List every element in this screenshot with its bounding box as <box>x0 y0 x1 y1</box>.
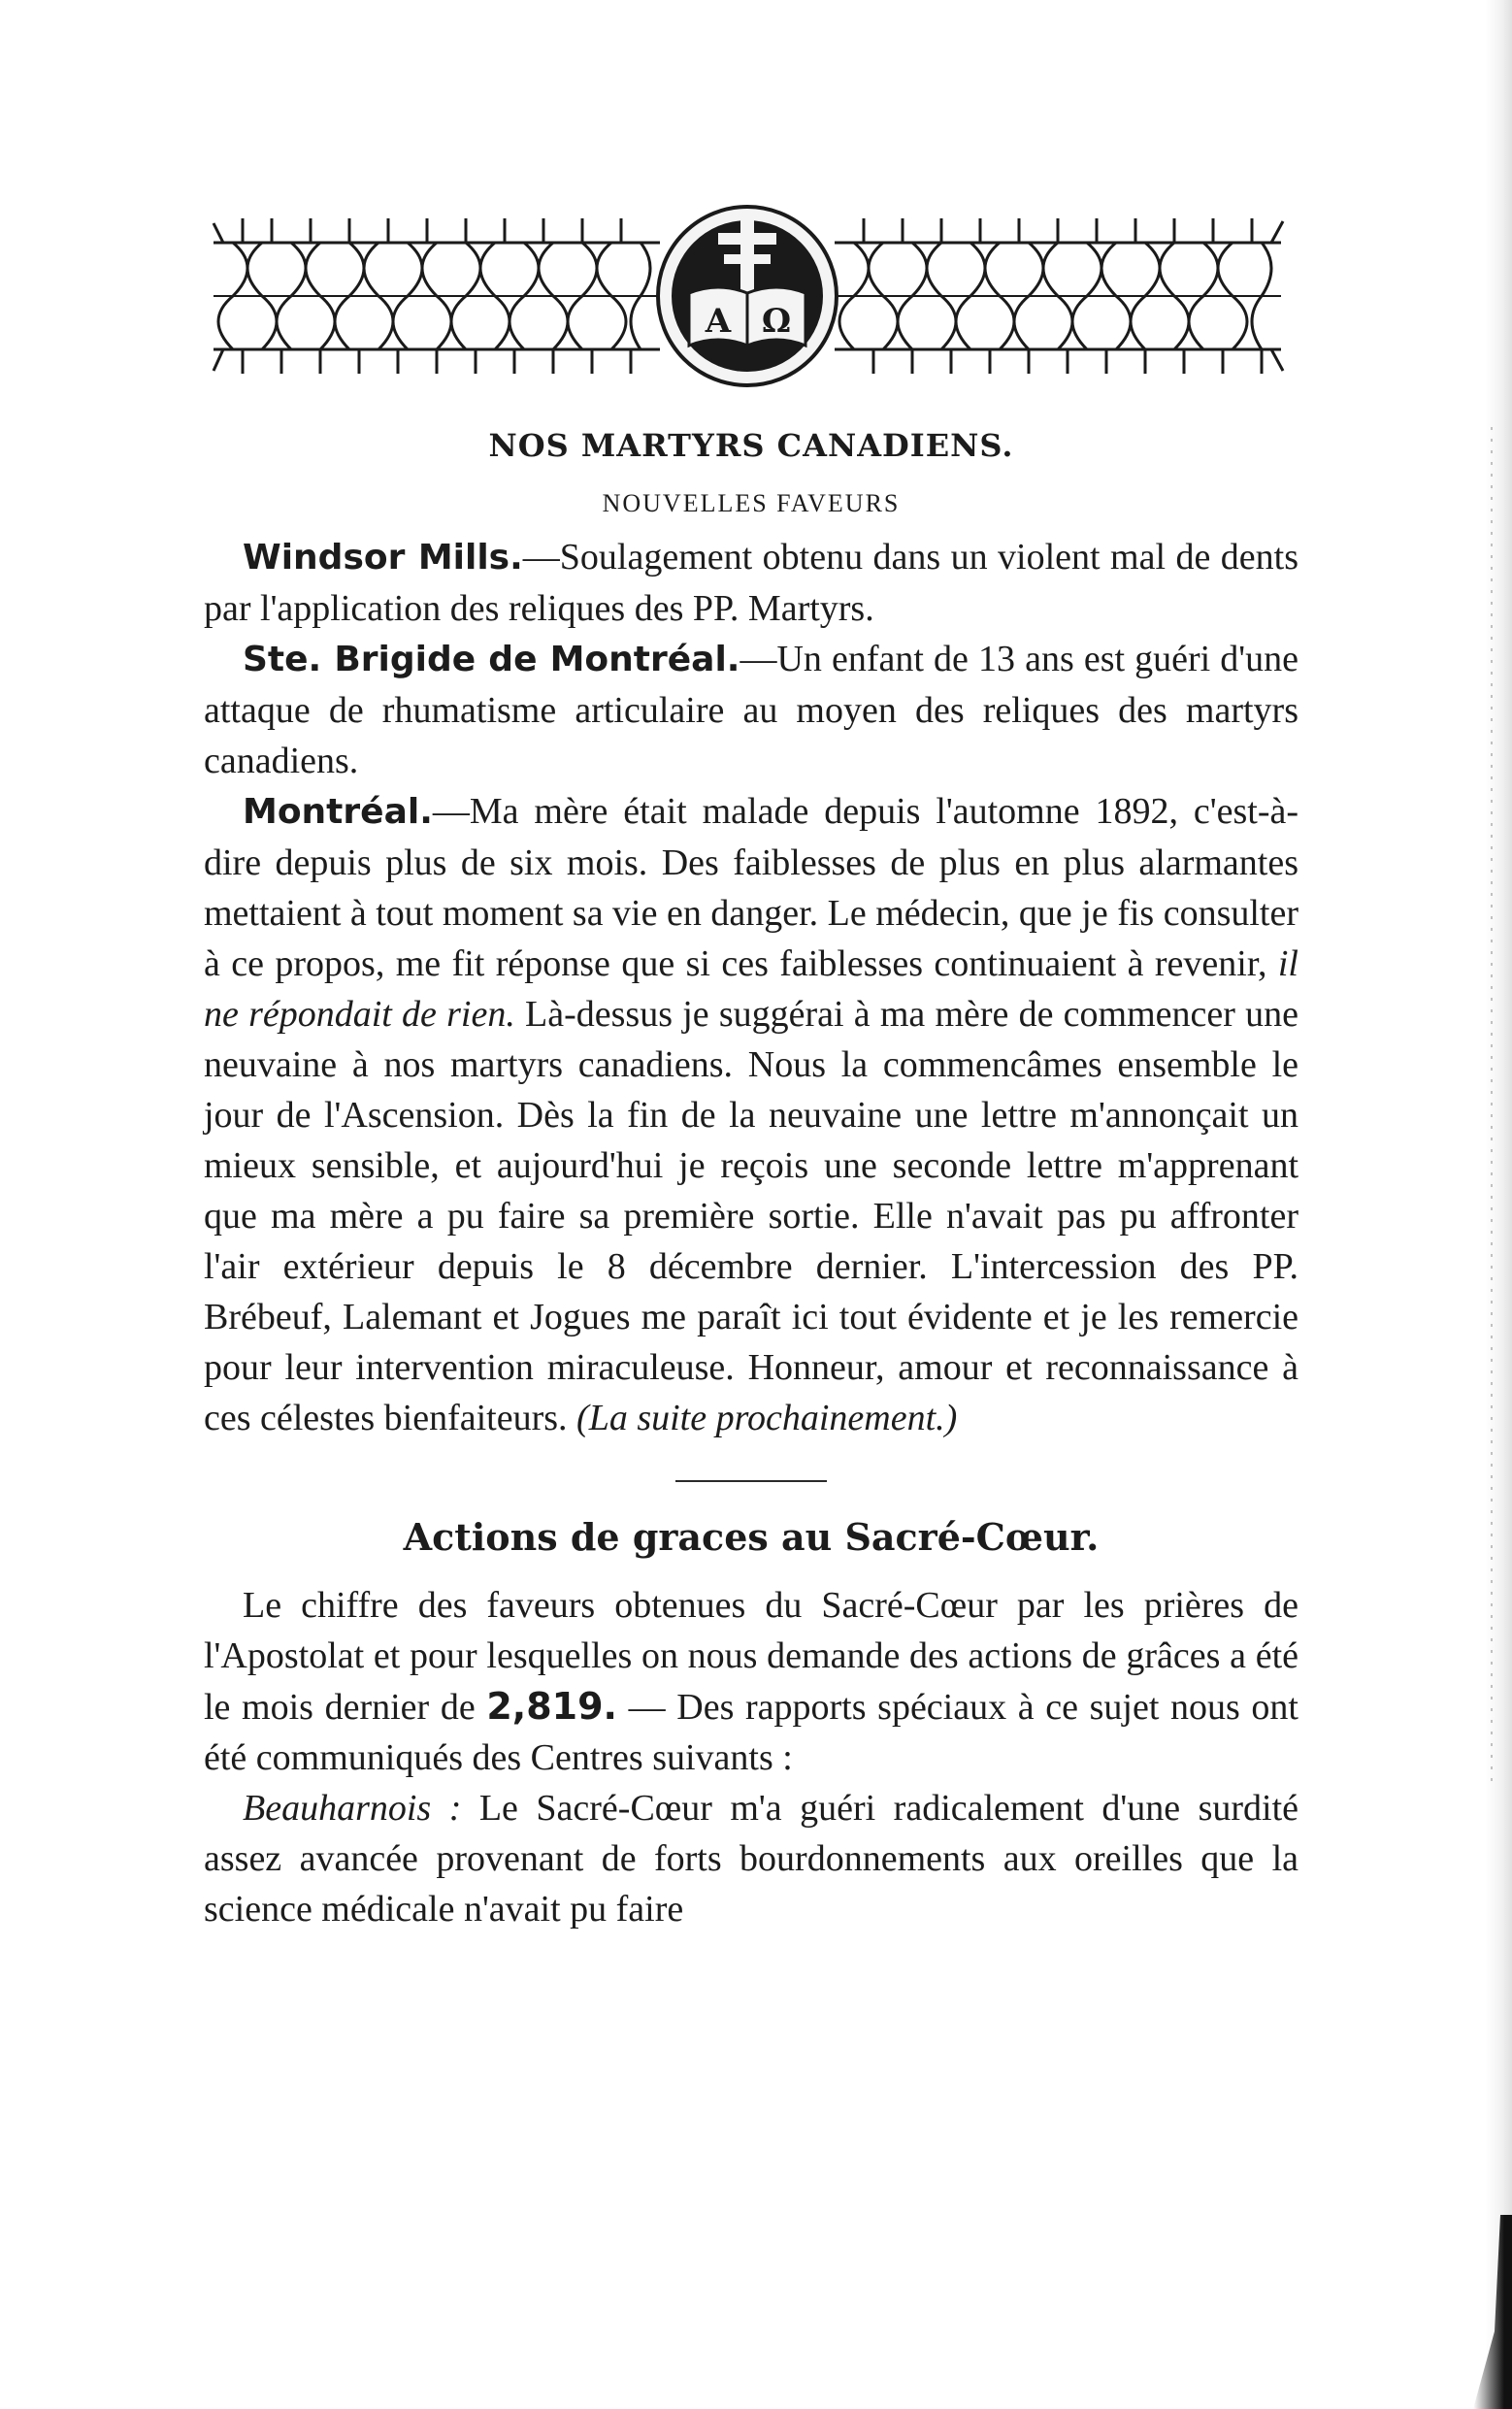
page-edge-dots <box>1491 427 1493 1786</box>
section-subtitle: NOUVELLES FAVEURS <box>602 489 901 517</box>
favor-place: Windsor Mills. <box>243 538 523 578</box>
ornament-band <box>204 204 1291 388</box>
actions-title: Actions de graces au Sacré-Cœur. <box>403 1515 1100 1559</box>
section-divider <box>675 1480 827 1482</box>
favor-paragraph <box>204 532 1298 634</box>
actions-intro-text: Le chiffre des faveurs obtenues du Sacré-Cœur par les prières de l'Apostolat et pour lesquelles on nous demande des actions de grâces a été le mois dernier de <box>204 1585 1298 1728</box>
actions-entry <box>204 1783 1298 1934</box>
favor-count: 2,819. <box>486 1685 617 1728</box>
page-edge-shadow <box>1485 0 1512 2409</box>
favor-place: Ste. Brigide de Montréal. <box>243 640 740 679</box>
favor-text: —Un enfant de 13 ans est guéri d'une attaque de rhumatisme articulaire au moyen des reliques des martyrs canadiens. <box>204 639 1298 781</box>
suite-note: (La suite prochainement.) <box>576 1398 958 1438</box>
favor-text: —Ma mère était malade depuis l'automne 1892, c'est-à-dire depuis plus de six mois. Des faiblesses de plus en plus alarmantes mettaient à tout moment sa vie en danger. Le médecin, que je fis consulter à ce propos, me fit réponse que si ces faiblesses continuaient à revenir, <box>204 791 1299 984</box>
ornament-left-scroll <box>214 218 660 374</box>
actions-intro <box>204 1580 1298 1783</box>
alpha-letter: A <box>705 302 732 341</box>
omega-letter: Ω <box>761 302 792 341</box>
actions-intro-text: — Des rapports spéciaux à ce sujet nous ont été communiqués des Centres suivants : <box>204 1687 1298 1778</box>
favor-paragraph <box>204 786 1298 1443</box>
entry-place: Beauharnois : <box>243 1788 462 1829</box>
cross-book-alpha-omega-icon <box>658 207 837 385</box>
ornament-right-scroll <box>835 218 1283 374</box>
favor-paragraph <box>204 634 1298 786</box>
page-content <box>204 427 1298 1934</box>
favor-text: —Soulagement obtenu dans un violent mal de dents par l'application des reliques des PP. Martyrs. <box>204 537 1298 629</box>
favor-place: Montréal. <box>243 792 433 832</box>
favor-italic-quote: il ne répondait de rien. <box>204 943 1298 1035</box>
section-title: NOS MARTYRS CANADIENS. <box>488 427 1014 464</box>
favor-text: Là-dessus je suggérai à ma mère de commencer une neuvaine à nos martyrs canadiens. Nous la commencâmes ensemble le jour de l'Ascension. Dès la fin de la neuvaine une lettre m'annonçait un mieux sensible, et aujourd'hui je reçois une seconde lettre m'apprenant que ma mère a pu faire sa première sortie. Elle n'avait pas pu affronter l'air extérieur depuis le 8 décembre dernier. L'intercession des PP. Brébeuf, Lalemant et Jogues me paraît ici tout évidente et je les remercie pour leur intervention miraculeuse. Honneur, amour et reconnaissance à ces célestes bienfaiteurs. <box>204 994 1298 1438</box>
entry-text: Le Sacré-Cœur m'a guéri radicalement d'une surdité assez avancée provenant de forts bourdonnements aux oreilles que la science médicale n'avait pu faire <box>204 1788 1298 1930</box>
